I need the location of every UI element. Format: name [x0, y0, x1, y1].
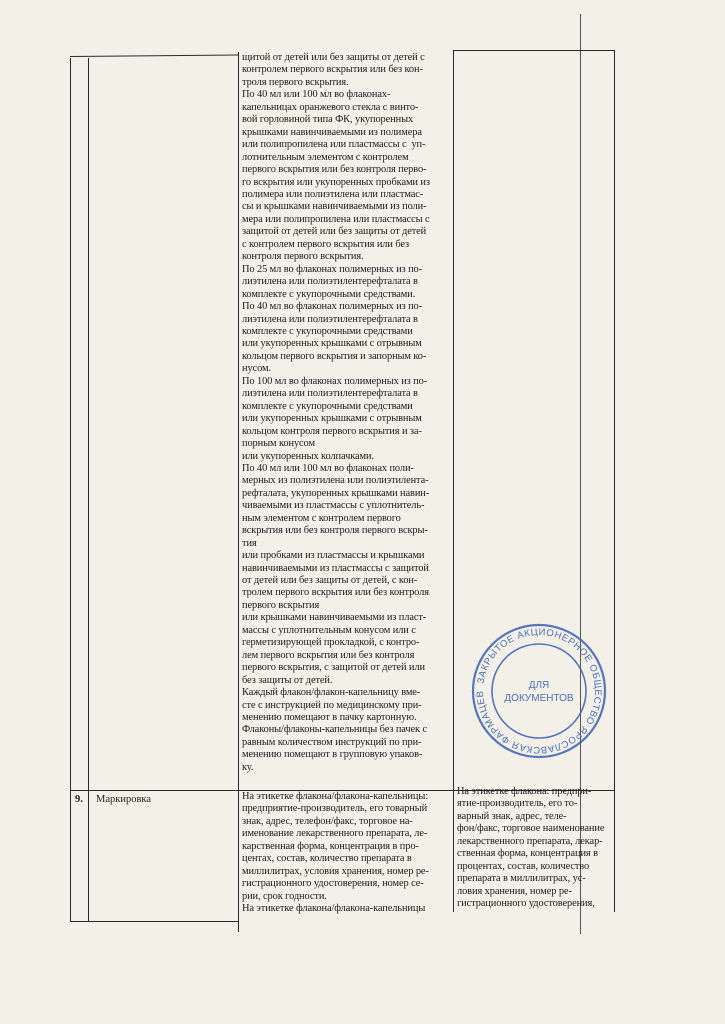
table-col-divider-1	[88, 58, 89, 922]
row8-description-line: равным количеством инструкций по при-	[242, 736, 422, 748]
row9-right-text-line: препарата в миллилитрах, ус-	[457, 873, 586, 885]
row9-left-text-line: миллилитрах, условия хранения, номер ре-	[242, 865, 429, 877]
row8-description-line: По 40 мл или 100 мл во флаконах поли-	[242, 462, 414, 474]
row8-description-line: комплекте с укупорочными средствами	[242, 400, 413, 412]
row8-description-line: с контролем первого вскрытия или без	[242, 238, 410, 250]
row8-description-line: Каждый флакон/флакон-капельницу вме-	[242, 687, 421, 699]
row9-left-text-line: На этикетке флакона/флакона-капельницы:	[242, 791, 428, 802]
row9-left-text-line: знак, адрес, телефон/факс, торговое на-	[242, 815, 413, 827]
row8-description-line: или пробками из пластмассы и крышками	[242, 550, 425, 562]
row9-right-text-line: гистрационного удостоверения,	[457, 898, 595, 910]
row8-description-line: чиваемыми из пластмассы с уплотнитель-	[242, 500, 425, 512]
row8-description	[242, 52, 430, 774]
row8-description-line: контролем первого вскрытия или без кон-	[242, 64, 423, 76]
company-seal-stamp	[470, 622, 608, 760]
row8-description-line: массы с уплотнительным конусом или с	[242, 624, 416, 636]
svg-text:ДОКУМЕНТОВ: ДОКУМЕНТОВ	[504, 693, 574, 704]
row8-description-line: ку.	[242, 761, 254, 773]
row8-description-line: комплекте с укупорочными средствами.	[242, 288, 416, 300]
row8-description-line: или крышками навинчиваемыми из пласт-	[242, 612, 427, 624]
row8-description-line: лиэтилена или полиэтилентерефталата в	[242, 276, 418, 288]
row8-description-line: или укупоренных крышками с отрывным	[242, 413, 422, 425]
row9-right-text-line: фон/факс, торговое наименование	[457, 823, 605, 835]
row8-description-line: вой горловиной типа ФК, укупоренных	[242, 114, 414, 126]
row9-right-text-line: процентах, состав, количество	[457, 860, 590, 872]
row8-description-line: кольцом первого вскрытия и запорным ко-	[242, 350, 427, 362]
row8-description-line: первого вскрытия, с защитой от детей или	[242, 662, 425, 674]
row8-description-line: от детей или без защиты от детей, с кон-	[242, 575, 418, 587]
row8-description-line: ным элементом с контролем первого	[242, 512, 401, 524]
row9-left-text-line: предприятие-производитель, его товарный	[242, 803, 428, 815]
row9-right-text-line: На этикетке флакона: предпри-	[457, 786, 592, 797]
row8-description-line: нусом.	[242, 363, 271, 375]
row8-description-line: лотнительным элементом с контролем	[242, 151, 409, 163]
row8-description-line: сы и крышками навинчиваемыми из поли-	[242, 201, 427, 213]
row9-right-text	[457, 786, 604, 911]
row9-right-text-line: ятие-производитель, его то-	[457, 798, 578, 810]
row8-description-line: щитой от детей или без защиты от детей с	[242, 52, 425, 63]
row8-description-line: вскрытия или без контроля первого вскры-	[242, 525, 428, 537]
row9-left-text-line: центах, состав, количество препарата в	[242, 853, 412, 865]
row9-right-text-line: ственная форма, концентрация в	[457, 848, 598, 860]
row9-left-text-line: именование лекарственного препарата, ле-	[242, 828, 428, 840]
row9-left-text-line: рии, срок годности.	[242, 890, 327, 902]
row8-description-line: порным конусом	[242, 438, 315, 450]
row8-description-line: лиэтилена или полиэтилентерефталата в	[242, 388, 418, 400]
row8-description-line: тролем первого вскрытия или без контроля	[242, 587, 429, 599]
table-bottom-border	[70, 921, 238, 922]
svg-text:ЗАКРЫТОЕ АКЦИОНЕРНОЕ ОБЩЕСТВО: ЗАКРЫТОЕ АКЦИОНЕРНОЕ ОБЩЕСТВО ЯРОСЛАВСКАЯ ФАРМАЦЕВ	[474, 626, 604, 756]
row9-right-text-line: варный знак, адрес, теле-	[457, 810, 567, 822]
row8-description-line: тия	[242, 537, 257, 549]
row8-description-line: лиэтилена или полиэтилентерефталата в	[242, 313, 418, 325]
row8-description-line: менению помещают в пачку картонную.	[242, 712, 417, 724]
row9-number: 9.	[75, 794, 83, 805]
row8-description-line: По 100 мл во флаконах полимерных из по-	[242, 375, 428, 387]
row8-description-line: герметизирующей прокладкой, с контро-	[242, 637, 420, 649]
row8-description-line: го вскрытия или укупоренных пробками из	[242, 176, 430, 188]
row8-description-line: крышками навинчиваемыми из полимера	[242, 126, 422, 138]
row8-description-line: По 25 мл во флаконах полимерных из по-	[242, 263, 422, 275]
row9-right-text-line: ловия хранения, номер ре-	[457, 885, 572, 897]
row8-description-line: По 40 мл во флаконах полимерных из по-	[242, 301, 422, 313]
row8-description-line: менению помещают в групповую упаков-	[242, 749, 423, 761]
table-border-left	[70, 58, 71, 922]
row8-description-line: защитой от детей или без защиты от детей	[242, 226, 427, 238]
row8-description-line: контроля первого вскрытия.	[242, 251, 364, 263]
table-border-right	[614, 50, 615, 912]
row8-description-line: сте с инструкцией по медицинскому при-	[242, 699, 422, 711]
table-col-divider-3	[453, 50, 454, 912]
svg-text:ДЛЯ: ДЛЯ	[528, 680, 550, 691]
row9-right-text-line: лекарственного препарата, лекар-	[457, 835, 603, 847]
row8-description-line: или укупоренных колпачками.	[242, 450, 374, 462]
row9-label: Маркировка	[96, 794, 152, 805]
row8-description-line: По 40 мл или 100 мл во флаконах-	[242, 89, 391, 101]
row8-description-line: навинчиваемыми из пластмассы с защитой	[242, 562, 429, 574]
row9-left-text-line: На этикетке флакона/флакона-капельницы	[242, 903, 426, 915]
row8-description-line: лем первого вскрытия или без контроля	[242, 649, 415, 661]
table-col-divider-2	[238, 52, 239, 932]
row8-description-line: мерных из полиэтилена или полиэтилента-	[242, 475, 429, 487]
row8-description-line: без защиты от детей.	[242, 674, 333, 686]
row8-description-line: рефталата, укупоренных крышками навин-	[242, 487, 430, 499]
row8-description-line: капельницах оранжевого стекла с винто-	[242, 101, 419, 113]
row8-description-line: первого вскрытия	[242, 599, 320, 611]
row8-description-line: комплекте с укупорочными средствами	[242, 325, 413, 337]
row8-description-line: или укупоренных крышками с отрывным	[242, 338, 422, 350]
row8-description-line: или полипропилена или пластмассы с уп-	[242, 139, 426, 151]
row8-description-line: троля первого вскрытия.	[242, 76, 349, 88]
table-top-border	[70, 55, 238, 57]
row8-description-line: Флаконы/флаконы-капельницы без пачек с	[242, 724, 427, 736]
row9-left-text	[242, 791, 429, 916]
table-top-border-right	[453, 50, 615, 51]
row8-description-line: мера или полипропилена или пластмассы с	[242, 213, 430, 225]
row9-left-text-line: карственная форма, концентрация в про-	[242, 840, 419, 852]
row8-description-line: первого вскрытия или без контроля перво-	[242, 164, 427, 176]
row8-description-line: полимера или полиэтилена или пластмас-	[242, 188, 424, 200]
row8-description-line: кольцом контроля первого вскрытия и за-	[242, 425, 422, 437]
row9-left-text-line: гистрационного удостоверения, номер се-	[242, 878, 424, 890]
